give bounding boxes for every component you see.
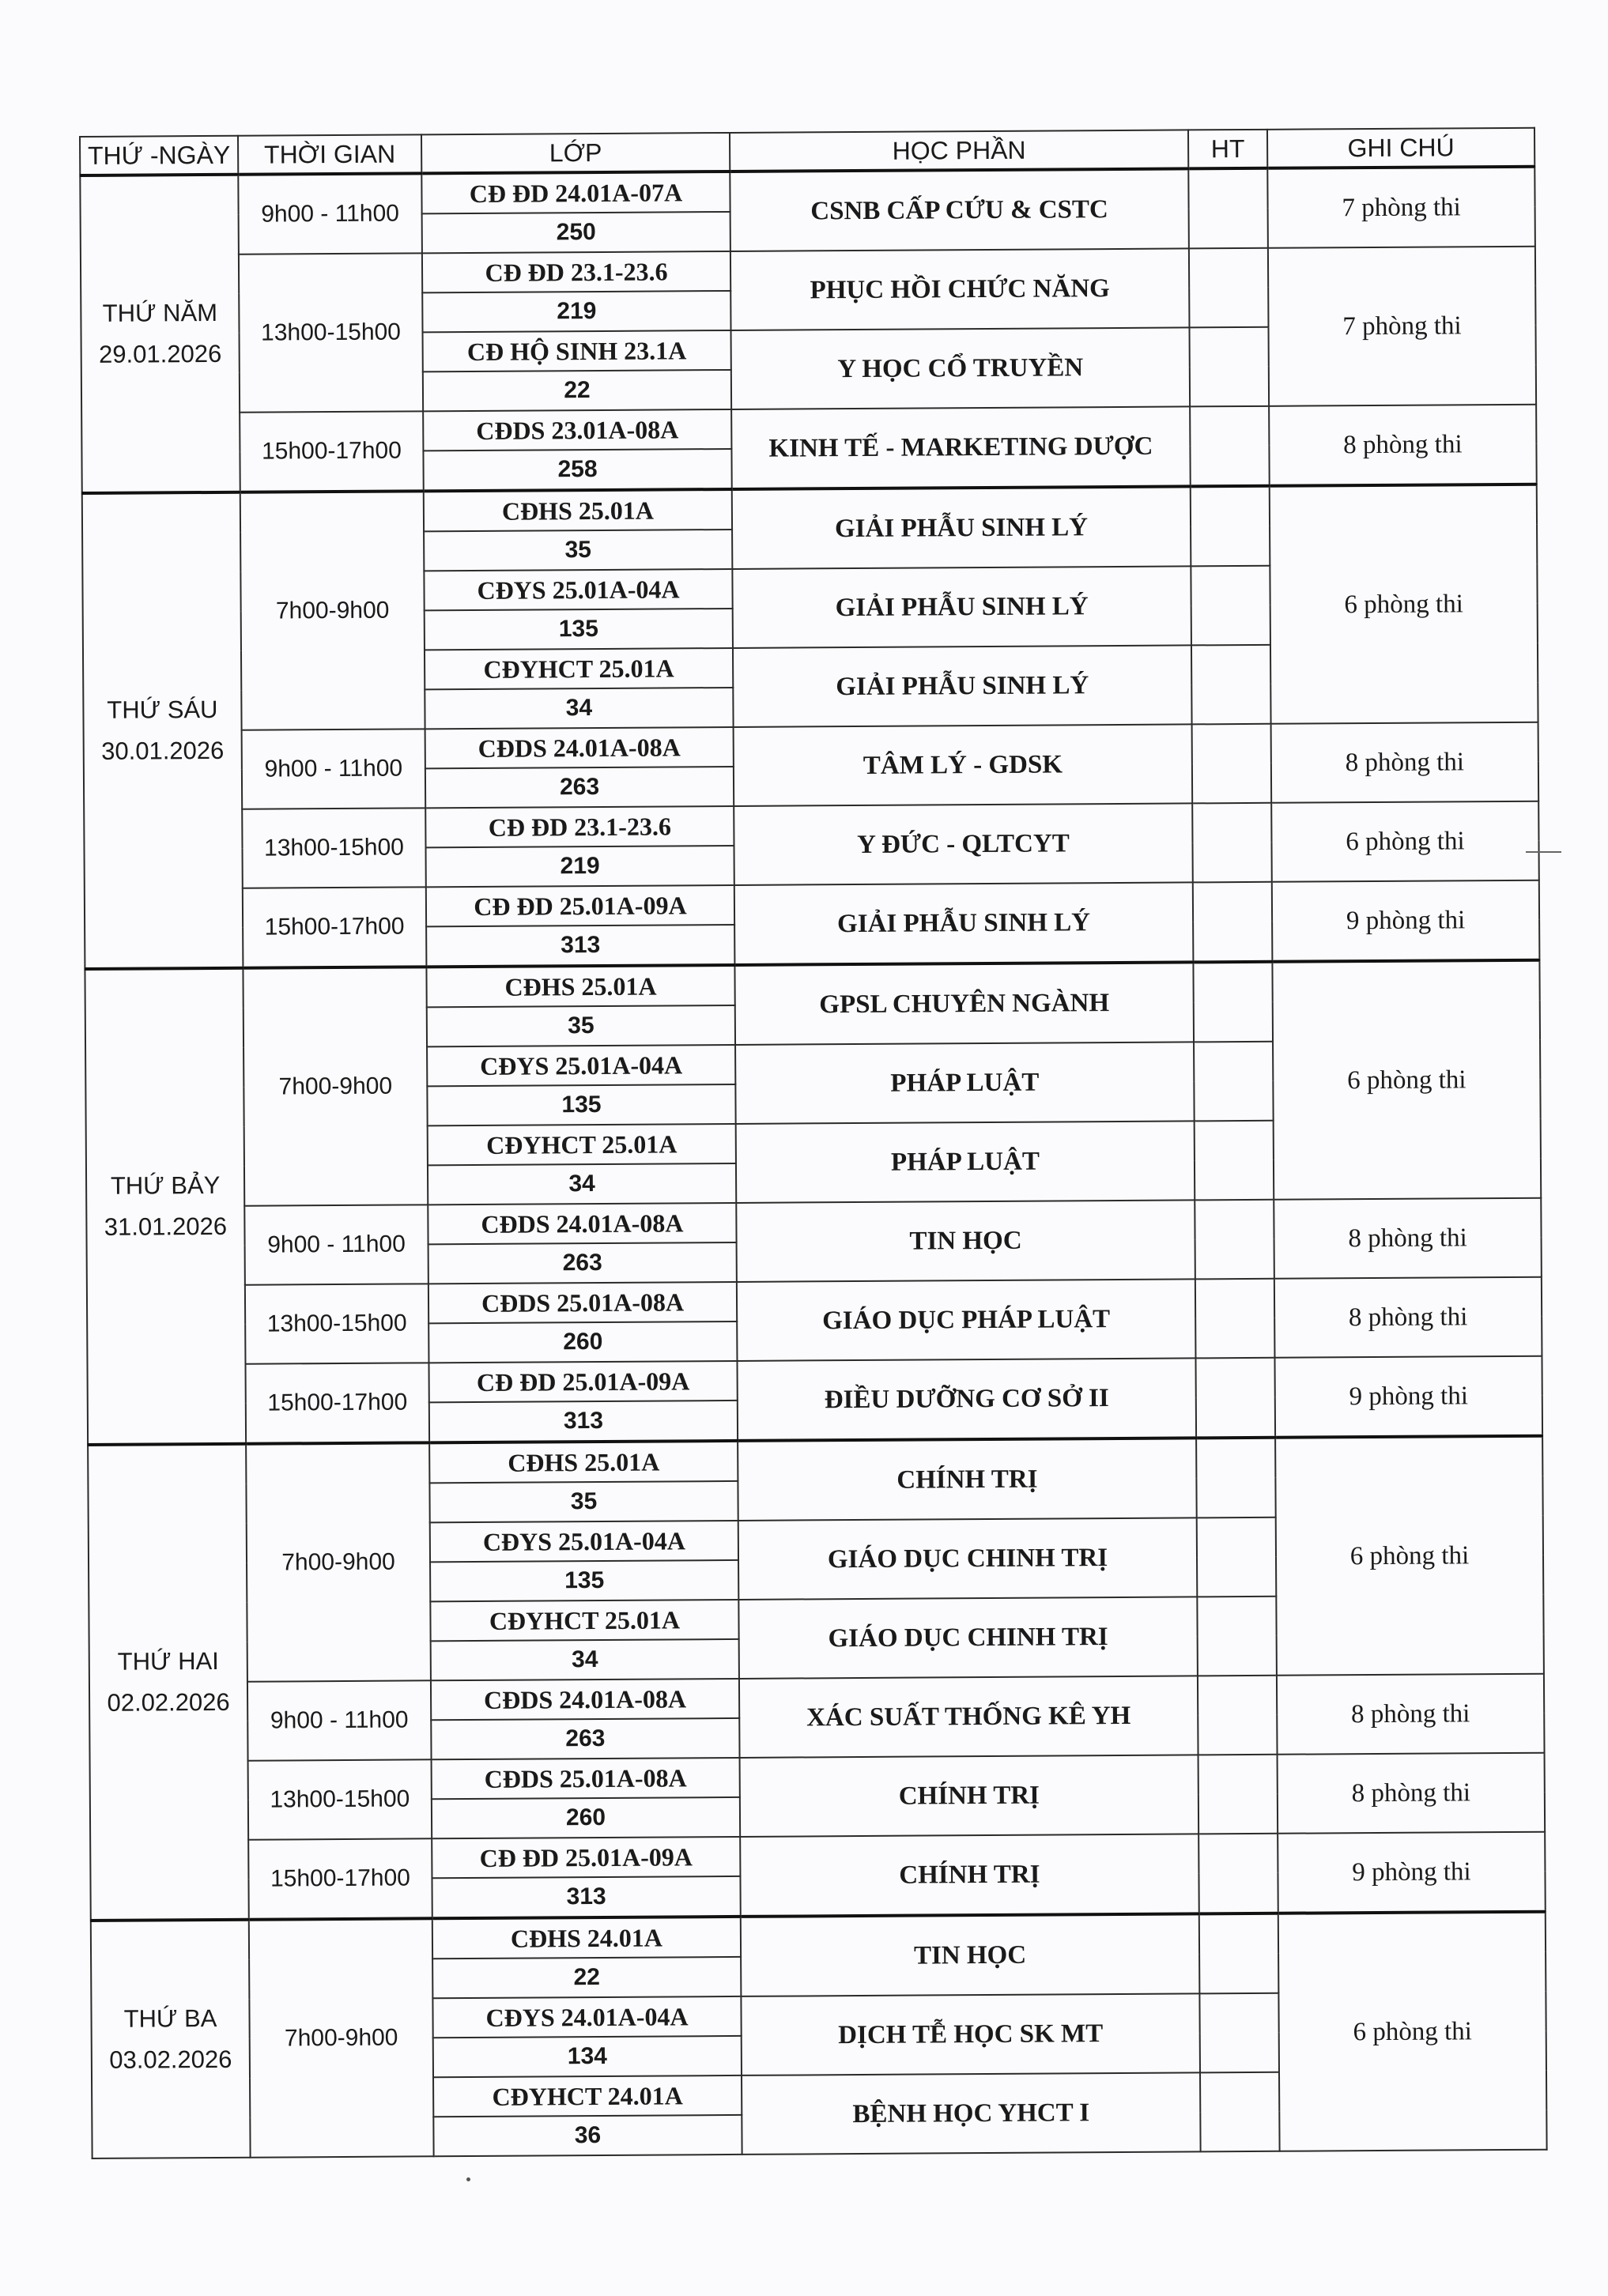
exam-row: [89, 1674, 1544, 1722]
class-cell: CĐHS 25.01A: [429, 1441, 738, 1483]
ht-cell: [1197, 1517, 1277, 1597]
course-cell: CHÍNH TRỊ: [738, 1438, 1197, 1521]
course-cell: XÁC SUẤT THỐNG KÊ YH: [739, 1676, 1198, 1758]
class-cell: CĐHS 24.01A: [432, 1917, 741, 1959]
ht-cell: [1192, 803, 1272, 883]
header-course: HỌC PHẦN: [730, 130, 1188, 172]
exam-row: [85, 880, 1539, 929]
class-cell: CĐ ĐD 25.01A-09A: [428, 1361, 737, 1402]
course-cell: TÂM LÝ - GDSK: [734, 724, 1193, 806]
exam-row: [87, 1356, 1542, 1404]
class-cell: CĐ ĐD 23.1-23.6: [422, 251, 730, 292]
note-cell: 8 phòng thi: [1278, 1753, 1546, 1834]
course-cell: GIẢI PHẪU SINH LÝ: [734, 882, 1194, 965]
student-count-cell: 34: [425, 688, 733, 729]
course-cell: ĐIỀU DƯỠNG CƠ SỞ II: [737, 1358, 1196, 1441]
ht-cell: [1195, 1200, 1274, 1280]
course-cell: CHÍNH TRỊ: [740, 1755, 1199, 1837]
class-cell: CĐYS 25.01A-04A: [430, 1521, 738, 1562]
time-slot-cell: 15h00-17h00: [240, 411, 424, 492]
student-count-cell: 313: [426, 925, 734, 967]
day-cell: [91, 1920, 251, 2158]
ht-cell: [1195, 1121, 1274, 1201]
exam-row: [84, 801, 1538, 850]
exam-schedule-table: [79, 127, 1548, 2159]
course-cell: PHÁP LUẬT: [736, 1121, 1195, 1203]
header-note: GHI CHÚ: [1267, 128, 1534, 168]
student-count-cell: 34: [428, 1163, 736, 1205]
student-count-cell: 135: [430, 1560, 738, 1601]
student-count-cell: 263: [428, 1242, 737, 1284]
ht-cell: [1198, 1755, 1278, 1834]
header-day: THỨ -NGÀY: [80, 136, 238, 175]
ht-cell: [1189, 248, 1269, 328]
header-class: LỚP: [421, 133, 730, 173]
exam-row: [85, 960, 1539, 1009]
class-cell: CĐDS 23.01A-08A: [423, 409, 731, 451]
note-cell: 6 phòng thi: [1270, 484, 1538, 724]
exam-row: [82, 484, 1537, 533]
time-slot-cell: 9h00 - 11h00: [238, 173, 422, 254]
exam-row: [88, 1436, 1542, 1485]
ht-cell: [1196, 1438, 1276, 1518]
student-count-cell: 22: [423, 370, 731, 411]
time-slot-cell: 9h00 - 11h00: [244, 1205, 428, 1284]
class-cell: CĐYS 25.01A-04A: [424, 569, 732, 610]
ht-cell: [1191, 566, 1270, 646]
course-cell: KINH TẾ - MARKETING DƯỢC: [731, 406, 1191, 489]
course-cell: Y HỌC CỔ TRUYỀN: [731, 327, 1191, 409]
margin-tick-mark: [1526, 851, 1561, 853]
course-cell: DỊCH TỄ HỌC SK MT: [741, 1993, 1200, 2075]
class-cell: CĐYHCT 24.01A: [433, 2075, 742, 2117]
course-cell: GIẢI PHẪU SINH LÝ: [732, 486, 1191, 569]
date-label: 30.01.2026: [101, 736, 225, 765]
class-cell: CĐDS 24.01A-08A: [431, 1679, 739, 1720]
student-count-cell: 250: [422, 212, 730, 253]
exam-schedule-sheet: [79, 127, 1546, 2159]
date-label: 31.01.2026: [104, 1212, 228, 1241]
note-cell: 9 phòng thi: [1278, 1832, 1546, 1913]
ht-cell: [1200, 2072, 1280, 2152]
date-label: 29.01.2026: [99, 339, 222, 368]
exam-row: [81, 247, 1535, 295]
student-count-cell: 258: [423, 449, 731, 491]
exam-row: [91, 1912, 1546, 1961]
time-slot-cell: 13h00-15h00: [242, 808, 426, 888]
ht-cell: [1199, 1993, 1279, 2073]
class-cell: CĐDS 25.01A-08A: [432, 1758, 740, 1799]
course-cell: TIN HỌC: [736, 1200, 1195, 1282]
course-cell: GIÁO DỤC CHINH TRỊ: [738, 1597, 1198, 1679]
note-cell: 6 phòng thi: [1278, 1912, 1547, 2151]
header-time: THỜI GIAN: [238, 134, 421, 174]
ht-cell: [1198, 1676, 1278, 1755]
class-cell: CĐYHCT 25.01A: [425, 648, 733, 689]
student-count-cell: 34: [431, 1639, 739, 1680]
student-count-cell: 35: [429, 1481, 738, 1522]
student-count-cell: 35: [427, 1005, 735, 1046]
schedule-body: [80, 167, 1546, 2158]
day-cell: [82, 492, 243, 969]
exam-row: [90, 1832, 1545, 1880]
class-cell: CĐYHCT 25.01A: [428, 1124, 736, 1165]
time-slot-cell: 15h00-17h00: [245, 1363, 429, 1443]
note-cell: 6 phòng thi: [1272, 960, 1541, 1200]
course-cell: GIẢI PHẪU SINH LÝ: [733, 645, 1192, 727]
weekday-label: THỨ SÁU: [107, 695, 218, 724]
ht-cell: [1197, 1597, 1277, 1676]
class-cell: CĐHS 25.01A: [424, 489, 732, 531]
time-slot-cell: 7h00-9h00: [240, 491, 425, 730]
note-cell: 8 phòng thi: [1271, 722, 1539, 803]
course-cell: Y ĐỨC - QLTCYT: [734, 803, 1193, 885]
date-label: 03.02.2026: [109, 2045, 232, 2074]
note-cell: 8 phòng thi: [1274, 1198, 1542, 1279]
ht-cell: [1195, 1279, 1275, 1359]
weekday-label: THỨ NĂM: [102, 298, 218, 327]
date-label: 02.02.2026: [107, 1687, 230, 1717]
class-cell: CĐDS 24.01A-08A: [428, 1203, 736, 1244]
ht-cell: [1193, 882, 1273, 963]
weekday-label: THỨ HAI: [117, 1646, 219, 1676]
ht-cell: [1198, 1834, 1278, 1914]
class-cell: CĐ ĐD 23.1-23.6: [425, 806, 734, 847]
note-cell: 8 phòng thi: [1274, 1277, 1542, 1358]
header-ht: HT: [1188, 130, 1267, 169]
ht-cell: [1192, 724, 1272, 804]
course-cell: BỆNH HỌC YHCT I: [742, 2072, 1201, 2155]
class-cell: CĐDS 24.01A-08A: [425, 727, 734, 768]
course-cell: TIN HỌC: [741, 1913, 1200, 1996]
class-cell: CĐHS 25.01A: [426, 965, 734, 1007]
course-cell: GPSL CHUYÊN NGÀNH: [734, 962, 1194, 1045]
ht-cell: [1190, 327, 1270, 407]
exam-row: [87, 1277, 1542, 1325]
time-slot-cell: 13h00-15h00: [239, 253, 423, 412]
class-cell: CĐYS 24.01A-04A: [432, 1996, 741, 2038]
time-slot-cell: 7h00-9h00: [246, 1442, 431, 1681]
ht-cell: [1194, 1042, 1274, 1122]
student-count-cell: 263: [425, 767, 734, 808]
ht-cell: [1190, 406, 1270, 487]
day-cell: [85, 968, 246, 1445]
ht-cell: [1191, 645, 1271, 725]
student-count-cell: 135: [425, 609, 733, 650]
course-cell: PHỤC HỒI CHỨC NĂNG: [730, 248, 1190, 330]
exam-row: [84, 722, 1538, 771]
exam-row: [81, 405, 1536, 453]
student-count-cell: 134: [433, 2036, 742, 2077]
student-count-cell: 260: [428, 1321, 737, 1363]
class-cell: CĐ HỘ SINH 23.1A: [423, 330, 731, 371]
student-count-cell: 36: [433, 2115, 742, 2156]
class-cell: CĐYS 25.01A-04A: [427, 1045, 735, 1086]
note-cell: 7 phòng thi: [1267, 167, 1535, 248]
note-cell: 8 phòng thi: [1277, 1674, 1545, 1755]
course-cell: GIẢI PHẪU SINH LÝ: [732, 566, 1191, 648]
student-count-cell: 313: [429, 1401, 738, 1442]
student-count-cell: 260: [432, 1797, 740, 1838]
time-slot-cell: 15h00-17h00: [248, 1838, 432, 1919]
time-slot-cell: 13h00-15h00: [248, 1759, 432, 1839]
note-cell: 6 phòng thi: [1271, 801, 1539, 882]
exam-row: [80, 167, 1534, 216]
class-cell: CĐYHCT 25.01A: [430, 1600, 738, 1641]
student-count-cell: 135: [427, 1084, 735, 1125]
time-slot-cell: 13h00-15h00: [245, 1284, 429, 1363]
note-cell: 6 phòng thi: [1275, 1436, 1544, 1676]
course-cell: CHÍNH TRỊ: [740, 1834, 1199, 1917]
ht-cell: [1199, 1913, 1279, 1994]
note-cell: 7 phòng thi: [1268, 247, 1536, 406]
time-slot-cell: 9h00 - 11h00: [247, 1680, 432, 1760]
note-cell: 8 phòng thi: [1269, 405, 1537, 486]
student-count-cell: 263: [431, 1718, 739, 1759]
time-slot-cell: 7h00-9h00: [249, 1918, 434, 2157]
course-cell: CSNB CẤP CỨU & CSTC: [730, 168, 1189, 251]
student-count-cell: 22: [432, 1957, 741, 1998]
class-cell: CĐDS 25.01A-08A: [428, 1282, 737, 1323]
weekday-label: THỨ BA: [123, 2004, 217, 2033]
exam-row: [86, 1198, 1541, 1246]
student-count-cell: 219: [422, 291, 730, 332]
note-cell: 9 phòng thi: [1272, 880, 1540, 962]
student-count-cell: 35: [424, 530, 732, 571]
day-cell: [80, 175, 240, 493]
ht-cell: [1193, 962, 1273, 1042]
exam-row: [90, 1753, 1545, 1801]
course-cell: GIÁO DỤC CHINH TRỊ: [738, 1517, 1198, 1600]
day-cell: [88, 1444, 249, 1921]
time-slot-cell: 9h00 - 11h00: [242, 729, 426, 809]
course-cell: PHÁP LUẬT: [735, 1042, 1195, 1124]
time-slot-cell: 7h00-9h00: [243, 967, 428, 1205]
time-slot-cell: 15h00-17h00: [243, 887, 427, 967]
note-cell: 9 phòng thi: [1274, 1356, 1542, 1438]
course-cell: GIÁO DỤC PHÁP LUẬT: [737, 1279, 1196, 1361]
class-cell: CĐ ĐD 24.01A-07A: [421, 172, 730, 213]
ht-cell: [1188, 168, 1268, 249]
student-count-cell: 313: [432, 1876, 740, 1918]
class-cell: CĐ ĐD 25.01A-09A: [432, 1837, 740, 1878]
ht-cell: [1191, 486, 1270, 567]
class-cell: CĐ ĐD 25.01A-09A: [426, 885, 734, 926]
scan-dot: [466, 2177, 470, 2181]
ht-cell: [1195, 1358, 1275, 1438]
student-count-cell: 219: [426, 846, 734, 887]
weekday-label: THỨ BẢY: [110, 1171, 221, 1200]
